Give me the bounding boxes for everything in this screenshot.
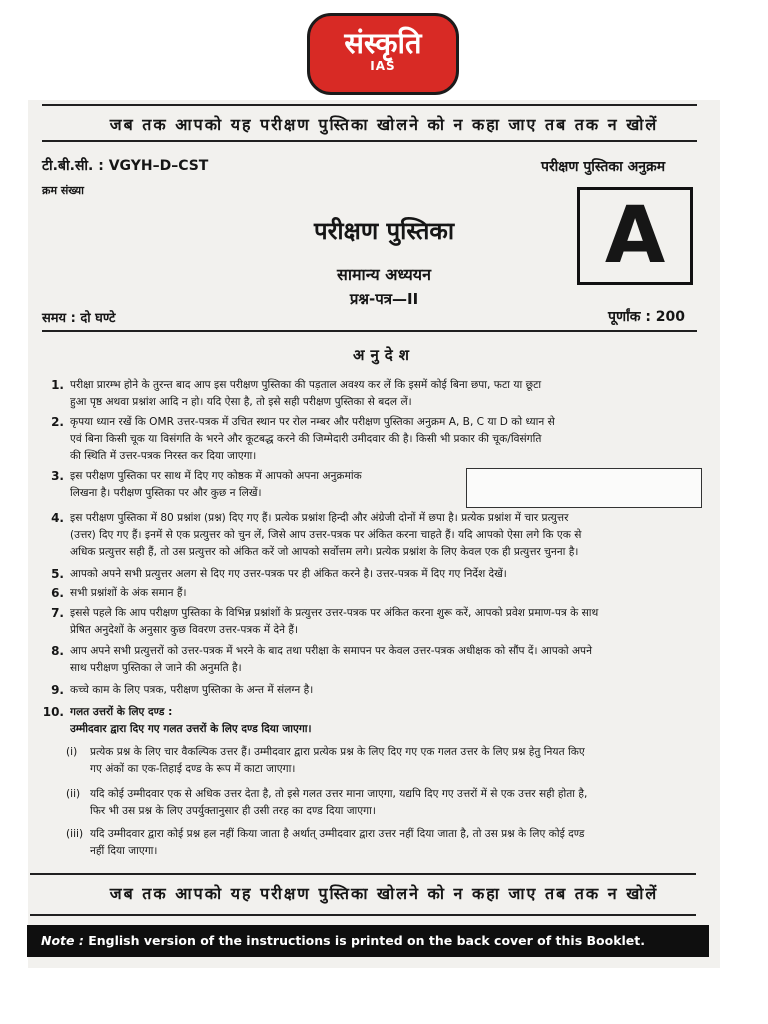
instruction-line: (उत्तर) दिए गए हैं। इनमें से एक प्रत्युत्तर को चुन लें, जिसे आप उत्तर-पत्रक पर अंकित करना चाहते हैं। यदि आपको ऐसा लगे कि एक से bbox=[70, 529, 582, 541]
instruction-item bbox=[40, 377, 730, 411]
penalty-line: गए अंकों का एक-तिहाई दण्ड के रूप में काटा जाएगा। bbox=[90, 763, 296, 775]
instruction-item bbox=[40, 704, 730, 738]
serial-number-label: क्रम संख्या bbox=[42, 184, 84, 197]
penalty-line: नहीं दिया जाएगा। bbox=[90, 845, 158, 857]
instruction-line: की स्थिति में उत्तर-पत्रक निरस्त कर दिया जाएगा। bbox=[70, 450, 257, 462]
instruction-item bbox=[40, 414, 730, 465]
paper-number: प्रश्न-पत्र—II bbox=[349, 290, 419, 308]
instruction-item bbox=[40, 605, 730, 639]
instruction-number: 5. bbox=[51, 567, 64, 581]
penalty-item bbox=[66, 826, 730, 860]
penalty-line: यदि उम्मीदवार द्वारा कोई प्रश्न हल नहीं किया जाता है अर्थात् उम्मीदवार द्वारा उत्तर नहीं दिया जाता है, तो उस प्रश्न के लिए कोई दण्ड bbox=[90, 828, 585, 840]
instruction-line: इस परीक्षण पुस्तिका पर साथ में दिए गए कोष्ठक में आपको अपना अनुक्रमांक bbox=[70, 470, 362, 482]
instruction-number: 10. bbox=[42, 705, 64, 719]
instruction-line: हुआ पृष्ठ अथवा प्रश्नांश आदि न हो। यदि ऐसा है, तो इसे सही परीक्षण पुस्तिका से बदल लें। bbox=[70, 396, 412, 408]
tbc-code: टी.बी.सी. : VGYH–D–CST bbox=[42, 158, 209, 174]
bottom-rule-2 bbox=[30, 914, 696, 916]
penalty-line: यदि कोई उम्मीदवार एक से अधिक उत्तर देता है, तो इसे गलत उत्तर माना जाएगा, यद्यपि दिए गए उत्तरों में से एक उत्तर सही होता है, bbox=[90, 788, 588, 800]
instruction-item bbox=[40, 566, 730, 583]
note-label: Note : bbox=[41, 933, 84, 948]
instruction-line: इससे पहले कि आप परीक्षण पुस्तिका के विभिन्न प्रश्नांशों के प्रत्युत्तर उत्तर-पत्रक पर अंकित करना शुरू करें, आपको प्रवेश प्रमाण-पत्र के साथ bbox=[70, 607, 599, 619]
instruction-line: साथ परीक्षण पुस्तिका ले जाने की अनुमति है। bbox=[70, 662, 242, 674]
instruction-line: कृपया ध्यान रखें कि OMR उत्तर-पत्रक में उचित स्थान पर रोल नम्बर और परीक्षण पुस्तिका अनुक्रम A, B, C या D को ध्यान से bbox=[70, 416, 555, 428]
instruction-line: उम्मीदवार द्वारा दिए गए गलत उत्तरों के लिए दण्ड दिया जाएगा। bbox=[70, 723, 312, 735]
instruction-line: अधिक प्रत्युत्तर सही हैं, तो उस प्रत्युत्तर को अंकित करें जो आपको सर्वोत्तम लगे। प्रत्येक प्रश्नांश के लिए केवल एक ही प्रत्युत्तर चुनना है। bbox=[70, 546, 579, 558]
instruction-item bbox=[40, 682, 730, 699]
roll-number-box bbox=[466, 468, 702, 508]
penalty-item bbox=[66, 786, 730, 820]
booklet-title: परीक्षण पुस्तिका bbox=[313, 216, 455, 245]
logo-name: संस्कृति bbox=[344, 26, 422, 60]
banner-top: जब तक आपको यह परीक्षण पुस्तिका खोलने को न कहा जाए तब तक न खोलें bbox=[109, 115, 659, 134]
bottom-rule-1 bbox=[30, 873, 696, 875]
note-text: English version of the instructions is printed on the back cover of this Booklet. bbox=[88, 933, 646, 948]
instruction-number: 9. bbox=[51, 683, 64, 697]
banner-bottom: जब तक आपको यह परीक्षण पुस्तिका खोलने को न कहा जाए तब तक न खोलें bbox=[109, 884, 659, 903]
penalty-line: फिर भी उस प्रश्न के लिए उपर्युक्तानुसार ही उसी तरह का दण्ड दिया जाएगा। bbox=[90, 805, 376, 817]
header-rule bbox=[42, 330, 697, 332]
banner-rule bbox=[42, 140, 697, 142]
instruction-item bbox=[40, 585, 730, 602]
instruction-line: प्रेषित अनुदेशों के अनुसार कुछ विवरण उत्तर-पत्रक में देने हैं। bbox=[70, 624, 298, 636]
penalty-number: (ii) bbox=[66, 788, 81, 800]
subject: सामान्य अध्ययन bbox=[337, 265, 431, 284]
instruction-line: गलत उत्तरों के लिए दण्ड : bbox=[70, 706, 173, 718]
penalty-item bbox=[66, 744, 730, 778]
instruction-item bbox=[40, 510, 730, 561]
instruction-line: इस परीक्षण पुस्तिका में 80 प्रश्नांश (प्रश्न) दिए गए हैं। प्रत्येक प्रश्नांश हिन्दी और अंग्रेजी दोनों में छपा है। प्रत्येक प्रश्नांश में चार प्रत्युत्तर bbox=[70, 512, 569, 524]
time-allowed: समय : दो घण्टे bbox=[42, 311, 116, 326]
instruction-line: एवं बिना किसी चूक या विसंगति के भरने और कूटबद्ध करने की जिम्मेदारी उमीदवार की है। किसी भी प्रकार की चूक/विसंगति bbox=[70, 433, 542, 445]
top-rule bbox=[42, 104, 697, 106]
instruction-line: आपको अपने सभी प्रत्युत्तर अलग से दिए गए उत्तर-पत्रक पर ही अंकित करने है। उत्तर-पत्रक में दिए गए निर्देश देखें। bbox=[70, 568, 507, 580]
penalty-number: (iii) bbox=[66, 828, 84, 840]
penalty-line: प्रत्येक प्रश्न के लिए चार वैकल्पिक उत्तर हैं। उम्मीदवार द्वारा प्रत्येक प्रश्न के लिए दिए गए एक गलत उत्तर के लिए प्रश्न हेतु नियत किए bbox=[90, 746, 585, 758]
penalty-number: (i) bbox=[66, 746, 78, 758]
logo-sub: IAS bbox=[370, 59, 396, 73]
instruction-line: परीक्षा प्रारम्भ होने के तुरन्त बाद आप इस परीक्षण पुस्तिका की पड़ताल अवश्य कर लें कि इसमें कोई बिना छपा, फटा या छूटा bbox=[70, 379, 542, 391]
instruction-number: 4. bbox=[51, 511, 64, 525]
instruction-number: 1. bbox=[51, 378, 64, 392]
instruction-line: सभी प्रश्नांशों के अंक समान हैं। bbox=[70, 587, 187, 599]
instruction-number: 8. bbox=[51, 644, 64, 658]
instruction-number: 2. bbox=[51, 415, 64, 429]
sanskriti-ias-logo bbox=[307, 13, 459, 95]
instruction-line: लिखना है। परीक्षण पुस्तिका पर और कुछ न लिखें। bbox=[70, 487, 262, 499]
instruction-number: 3. bbox=[51, 469, 64, 483]
instruction-line: आप अपने सभी प्रत्युत्तरों को उत्तर-पत्रक में भरने के बाद तथा परीक्षा के समापन पर केवल उत्तर-पत्रक अधीक्षक को सौंप दें। आपको अपने bbox=[70, 645, 592, 657]
instructions-heading: अनुदेश bbox=[353, 346, 415, 364]
instruction-line: कच्चे काम के लिए पत्रक, परीक्षण पुस्तिका के अन्त में संलग्न है। bbox=[70, 684, 314, 696]
instruction-number: 7. bbox=[51, 606, 64, 620]
english-note bbox=[27, 925, 709, 957]
series-label: परीक्षण पुस्तिका अनुक्रम bbox=[541, 159, 666, 175]
instruction-item bbox=[40, 643, 730, 677]
series-letter-box: A bbox=[577, 187, 693, 285]
instruction-number: 6. bbox=[51, 586, 64, 600]
maximum-marks: पूर्णांक : 200 bbox=[608, 309, 686, 325]
